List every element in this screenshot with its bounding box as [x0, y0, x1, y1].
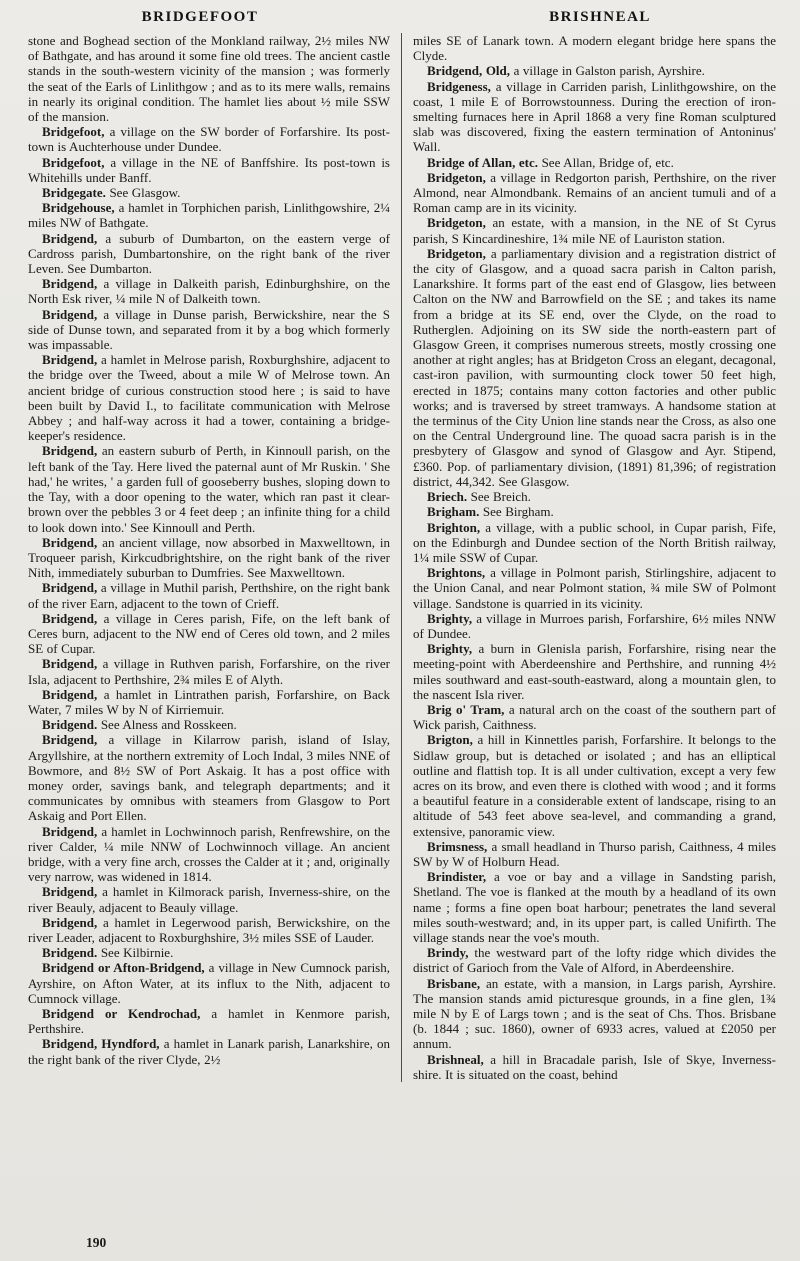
- gazetteer-entry: Bridge of Allan, etc. See Allan, Bridge of, etc.: [427, 154, 674, 170]
- left-column: [28, 33, 402, 1082]
- gazetteer-entry: Bridgend, a hamlet in Melrose parish, Roxburghshire, adjacent to the bridge over the Tweed, about a mile W of Melrose town. An ancient bridge of curious construction stood here ; is said to have been built by David I., to facilitate communication with Melrose Abbey ; and half-way across it had a tower, containing a bridge-keeper's residence.: [28, 352, 390, 444]
- text-columns: [0, 26, 800, 1082]
- entry-headword: Brighton,: [427, 519, 481, 535]
- entry-headword: Bridgeton,: [427, 215, 486, 231]
- gazetteer-entry: Brindy, the westward part of the lofty ridge which divides the district of Garioch from the Vale of Alford, in Aberdeenshire.: [413, 945, 776, 976]
- entry-headword: Brightons,: [427, 565, 486, 581]
- entry-headword: Bridgend,: [42, 610, 98, 626]
- entry-headword: Bridgend,: [42, 352, 98, 368]
- gazetteer-entry: Bridgend, a village in Ceres parish, Fife, on the left bank of Ceres burn, adjacent to the NW end of Ceres old town, and 2 miles SE of Cupar.: [28, 610, 390, 657]
- gazetteer-entry: Bridgehouse, a hamlet in Torphichen parish, Linlithgowshire, 2¼ miles NW of Bathgate.: [28, 200, 390, 231]
- entry-headword: Bridgend,: [42, 230, 98, 246]
- entry-headword: Bridgend.: [42, 945, 98, 961]
- entry-headword: Bridgeness,: [427, 78, 491, 94]
- entry-headword: Bridge of Allan, etc.: [427, 154, 539, 170]
- entry-headword: Bridgend, Hyndford,: [42, 1036, 160, 1052]
- gazetteer-entry: stone and Boghead section of the Monkland railway, 2½ miles NW of Bathgate, and has around it some fine old trees. The ancient castle stands in the south-western vicinity of the mansion ; was formerly the seat of the Earls of Linlithgow ; and as to its mere walls, remains in nearly its original condition. The hamlet lies about ½ mile SSW of the mansion.: [28, 33, 390, 125]
- entry-headword: Bridgend,: [42, 686, 98, 702]
- gazetteer-entry: Bridgeton, an estate, with a mansion, in the NE of St Cyrus parish, S Kincardineshire, 1¾ mile NE of Lauriston station.: [413, 215, 776, 246]
- gazetteer-entry: Brisbane, an estate, with a mansion, in Largs parish, Ayrshire. The mansion stands amid picturesque grounds, in a fine glen, 1¾ mile N by E of Largs town ; and is the seat of Chs. Thos. Brisbane (b. 1844 ; suc. 1860), owner of 6933 acres, valued at £2050 per annum.: [413, 975, 776, 1052]
- gazetteer-entry: Bridgefoot, a village in the NE of Banffshire. Its post-town is Whitehills under Banff.: [28, 154, 390, 185]
- entry-headword: Bridgeton,: [427, 169, 486, 185]
- gazetteer-entry: Bridgend, Old, a village in Galston parish, Ayrshire.: [427, 63, 705, 79]
- gazetteer-entry: Brindister, a voe or bay and a village in Sandsting parish, Shetland. The voe is flanked at the mouth by a headland of its own name ; forms a fine open boat harbour; penetrates the land several miles south-westward; and, in its upper part, is called Unifirth. The village stands near the voe's mouth.: [413, 869, 776, 945]
- entry-headword: Bridgegate.: [42, 185, 106, 201]
- gazetteer-entry: Bridgend, a hamlet in Lochwinnoch parish, Renfrewshire, on the river Calder, ¼ mile NNW of Lochwinnoch village. An ancient bridge, with a very fine arch, crosses the Calder at it ; and, originally very narrow, was widened in 1814.: [28, 823, 390, 885]
- running-headers: [0, 0, 800, 26]
- entry-headword: Brindister,: [427, 869, 487, 885]
- entry-headword: Bridgefoot,: [42, 124, 105, 140]
- gazetteer-entry: Bridgend. See Alness and Rosskeen.: [42, 717, 237, 733]
- entry-headword: Bridgefoot,: [42, 154, 105, 170]
- gazetteer-entry: Bridgeton, a village in Redgorton parish, Perthshire, on the river Almond, near Almondbank. Remains of an ancient tumuli and of a Roman camp are in its vicinity.: [413, 169, 776, 216]
- left-running-head: BRIDGEFOOT: [141, 9, 259, 25]
- gazetteer-entry: Bridgend. See Kilbirnie.: [42, 945, 174, 961]
- entry-headword: Bridgend,: [42, 884, 98, 900]
- gazetteer-entry: Bridgend, an eastern suburb of Perth, in Kinnoull parish, on the left bank of the Tay. Here lived the paternal aunt of Mr Ruskin. ' She had,' he writes, ' a garden full of gooseberry bushes, sloping down to the Tay, with a door opening to the water, which ran past it clear-brown over the pebbles 3 or 4 feet deep ; an infinite thing for a child to look down into.' See Kinnoull and Perth.: [28, 443, 390, 535]
- entry-headword: Brigham.: [427, 504, 480, 520]
- page-number: 190: [86, 1235, 107, 1250]
- gazetteer-entry: Brighty, a village in Murroes parish, Forfarshire, 6½ miles NNW of Dundee.: [413, 610, 776, 641]
- right-column: [402, 33, 776, 1082]
- gazetteer-entry: Bridgend, a village in Ruthven parish, Forfarshire, on the river Isla, adjacent to Perthshire, 2¾ miles E of Alyth.: [28, 656, 390, 687]
- entry-headword: Bridgend,: [42, 534, 98, 550]
- gazetteer-entry: Brightons, a village in Polmont parish, Stirlingshire, adjacent to the Union Canal, and near Polmont station, ¾ mile SW of Polmont village. Sandstone is quarried in its vicinity.: [413, 565, 776, 611]
- entry-headword: Brishneal,: [427, 1051, 484, 1067]
- entry-headword: Brindy,: [427, 945, 469, 961]
- entry-headword: Brigton,: [427, 732, 473, 748]
- gazetteer-entry: Brigton, a hill in Kinnettles parish, Forfarshire. It belongs to the Sidlaw group, but is detached or isolated ; and has an elliptical outline and flattish top. It is all under cultivation, except a very few acres on its brow, and even there is clothed with wood ; and it forms a beautiful feature in a considerable extent of landscape, rising to an altitude of 543 feet above sea-level, and commanding a grand, extensive, panoramic view.: [413, 732, 776, 839]
- entry-headword: Bridgend,: [42, 656, 98, 672]
- entry-headword: Bridgend or Afton-Bridgend,: [42, 960, 205, 976]
- gazetteer-entry: Brigham. See Birgham.: [427, 504, 554, 520]
- gazetteer-entry: Bridgend, Hyndford, a hamlet in Lanark parish, Lanarkshire, on the right bank of the river Clyde, 2½: [28, 1036, 390, 1067]
- gazetteer-entry: Bridgend or Afton-Bridgend, a village in New Cumnock parish, Ayrshire, on Afton Water, at its influx to the Nith, adjacent to Cumnock village.: [28, 960, 390, 1006]
- gazetteer-entry: Briech. See Breich.: [427, 489, 531, 505]
- gazetteer-entry: Bridgend, a village in Kilarrow parish, island of Islay, Argyllshire, at the northern extremity of Loch Indal, 3 miles NNE of Bowmore, and 8½ SW of Port Askaig. It has a post office with money order, savings bank, and telegraph departments; and it communicates by omnibus with steamers from Glasgow to Port Askaig and Port Ellen.: [28, 732, 390, 824]
- entry-headword: Bridgehouse,: [42, 200, 115, 216]
- gazetteer-entry: Bridgeton, a parliamentary division and a registration district of the city of Glasgow, and a quoad sacra parish in Calton parish, Lanarkshire. It forms part of the east end of Glasgow, lies between Calton on the NW and Barrowfield on the SE ; and takes its name from a bridge at its SE end, over the Clyde, on the road to Rutherglen. Adjoining on its SW side the north-eastern part of Glasgow Green, it comprises numerous streets, mostly crossing one another at right angles; has at Bridgeton Cross an elegant, decagonal, cast-iron pavilion, with surmounting clock tower 50 feet high, erected in 1875; contains many cotton factories and other public works; and is traversed by street tramways. A handsome station at the terminus of the City Union line stands near the Cross, as also one on the Central Underground line. The quoad sacra parish is in the presbytery of Glasgow and synod of Glasgow and Ayr. Stipend, £360. Pop. of parliamentary division, (1891) 81,396; of registration district, 44,342. See Glasgow.: [413, 245, 776, 489]
- entry-headword: Bridgend,: [42, 443, 98, 459]
- entry-headword: Bridgend or Kendrochad,: [42, 1006, 201, 1021]
- gazetteer-entry: Bridgend, a suburb of Dumbarton, on the eastern verge of Cardross parish, Dumbartonshire, on the right bank of the river Leven. See Dumbarton.: [28, 230, 390, 277]
- gazetteer-entry: Brig o' Tram, a natural arch on the coast of the southern part of Wick parish, Caithness.: [413, 701, 776, 733]
- entry-headword: Bridgend,: [42, 306, 98, 322]
- gazetteer-entry: Bridgend, an ancient village, now absorbed in Maxwelltown, in Troqueer parish, Kirkcudbrightshire, on the right bank of the river Nith, immediately suburban to Dumfries. See Maxwelltown.: [28, 534, 390, 581]
- entry-headword: Bridgeton,: [427, 245, 486, 261]
- right-running-head: BRISHNEAL: [549, 9, 651, 25]
- gazetteer-entry: Bridgegate. See Glasgow.: [42, 185, 181, 201]
- entry-headword: Bridgend, Old,: [427, 63, 511, 79]
- gazetteer-entry: Bridgefoot, a village on the SW border of Forfarshire. Its post-town is Auchterhouse under Dundee.: [28, 124, 390, 155]
- entry-headword: Brimsness,: [427, 838, 488, 854]
- gazetteer-entry: Bridgend, a village in Dunse parish, Berwickshire, near the S side of Dunse town, and separated from it by a bog which formerly was impassable.: [28, 306, 390, 353]
- entry-headword: Bridgend,: [42, 580, 98, 596]
- entry-headword: Briech.: [427, 489, 468, 505]
- gazetteer-entry: Bridgend or Kendrochad, a hamlet in Kenmore parish, Perthshire.: [28, 1006, 390, 1037]
- entry-headword: Brighty,: [427, 610, 473, 626]
- gazetteer-entry: miles SE of Lanark town. A modern elegant bridge here spans the Clyde.: [413, 33, 776, 64]
- gazetteer-entry: Bridgeness, a village in Carriden parish, Linlithgowshire, on the coast, 1 mile E of Borrowstounness. During the erection of iron-smelting furnaces here in April 1868 a very fine Roman sculptured slab was discovered, fixing the eastern termination of Antoninus' Wall.: [413, 78, 776, 155]
- gazetteer-entry: Brighty, a burn in Glenisla parish, Forfarshire, rising near the meeting-point with Aberdeenshire and Perthshire, and running 4½ miles southward and east-south-eastward, along a mountain glen, to the nascent Isla river.: [413, 641, 776, 702]
- gazetteer-entry: Brishneal, a hill in Bracadale parish, Isle of Skye, Inverness-shire. It is situated on the coast, behind: [413, 1051, 776, 1082]
- entry-headword: Brisbane,: [427, 975, 481, 991]
- gazetteer-entry: Bridgend, a village in Dalkeith parish, Edinburghshire, on the North Esk river, ¼ mile N of Dalkeith town.: [28, 276, 390, 307]
- entry-headword: Bridgend,: [42, 276, 98, 292]
- entry-headword: Bridgend,: [42, 732, 98, 748]
- gazetteer-entry: Bridgend, a village in Muthil parish, Perthshire, on the right bank of the river Earn, adjacent to the town of Crieff.: [28, 580, 390, 611]
- gazetteer-entry: Bridgend, a hamlet in Lintrathen parish, Forfarshire, on Back Water, 7 miles W by N of Kirriemuir.: [28, 686, 390, 717]
- entry-headword: Brig o' Tram,: [427, 701, 505, 717]
- entry-headword: Bridgend.: [42, 717, 98, 733]
- gazetteer-entry: Bridgend, a hamlet in Kilmorack parish, Inverness-shire, on the river Beauly, adjacent to Beauly village.: [28, 884, 390, 915]
- entry-headword: Bridgend,: [42, 823, 98, 839]
- entry-headword: Brighty,: [427, 641, 473, 657]
- gazetteer-entry: Brighton, a village, with a public school, in Cupar parish, Fife, on the Edinburgh and Dundee section of the North British railway, 1¼ mile SSW of Cupar.: [413, 519, 776, 565]
- gazetteer-entry: Brimsness, a small headland in Thurso parish, Caithness, 4 miles SW by W of Holburn Head.: [413, 838, 776, 869]
- gazetteer-entry: Bridgend, a hamlet in Legerwood parish, Berwickshire, on the river Leader, adjacent to Roxburghshire, 3½ miles SSE of Lauder.: [28, 914, 390, 945]
- entry-headword: Bridgend,: [42, 914, 98, 930]
